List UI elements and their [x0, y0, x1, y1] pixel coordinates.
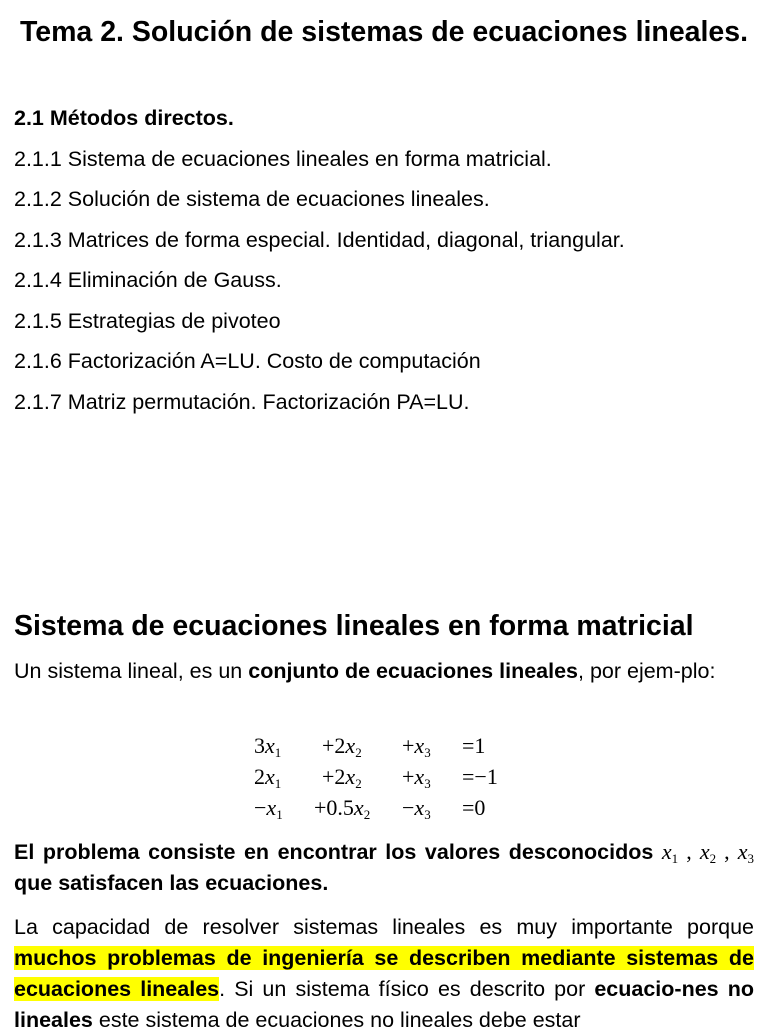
toc-item: 2.1.5 Estrategias de pivoteo	[14, 309, 281, 333]
section-heading: 2.1 Métodos directos.	[14, 106, 234, 130]
toc-item: 2.1.7 Matriz permutación. Factorización PA=LU.	[14, 390, 470, 414]
capacity-text-end: este sistema de ecuaciones no lineales debe estar	[92, 1008, 581, 1032]
toc-item: 2.1.4 Eliminación de Gauss.	[14, 268, 282, 292]
capacity-text-mid: . Si un sistema físico es descrito por	[219, 977, 595, 1001]
capacity-text: La capacidad de resolver sistemas lineales es muy importante porque	[14, 915, 754, 939]
capacity-bold-text: ecuacio-nes no lineales	[14, 977, 754, 1032]
page-title: Tema 2. Solución de sistemas de ecuaciones lineales.	[19, 16, 749, 48]
toc-item: 2.1.1 Sistema de ecuaciones lineales en forma matricial.	[14, 147, 552, 171]
highlighted-text: muchos problemas de ingeniería se describen mediante sistemas de ecuaciones lineales	[14, 946, 754, 1001]
capacity-paragraph	[14, 912, 754, 1036]
section-title: Sistema de ecuaciones lineales en forma matricial	[14, 610, 694, 642]
intro-bold-text: conjunto de ecuaciones lineales	[248, 659, 578, 683]
toc-item: 2.1.3 Matrices de forma especial. Identidad, diagonal, triangular.	[14, 228, 625, 252]
unknowns-math: $x_1$ , $x_2$ , $x_3$	[661, 839, 755, 866]
intro-paragraph	[14, 656, 754, 687]
toc-item: 2.1.6 Factorización A=LU. Costo de computación	[14, 349, 481, 373]
toc-item: 2.1.2 Solución de sistema de ecuaciones lineales.	[14, 187, 490, 211]
problem-text-end: que satisfacen las ecuaciones.	[14, 871, 329, 895]
intro-text: Un sistema lineal, es un	[14, 659, 249, 683]
document-page: Tema 2. Solución de sistemas de ecuaciones lineales. 2.1 Métodos directos. 2.1.1 Sistema de ecuaciones lineales en forma matricial. 2.1.2 Solución de sistema de ecuaciones lineales. 2.1.3 Matrices de forma especial. Identidad, diagonal, triangular. 2.1.4 Eliminación de Gauss. 2.1.5 Estrategias de pivoteo 2.1.6 Factorización A=LU. Costo de computación 2.1.7 Matriz permutación. Factorización PA=LU. Sistema de ecuaciones lineales en forma matricial Un sistema lineal, es un conjunto de ecuaciones lineales, por ejem-plo: $3x_1$ $+2x_2$ $+x_3$ =1 $2x_1$ $+2x_2$ $+x_3$ =−1 $-x_1$ $+0.5x_2$ $-x_3$ =0 El problema consiste en encontrar los valores desconocidos $x_1$ , $x_2$ , $x_3$ que satisfacen las ecuaciones. La capacidad de resolver sistemas lineales es muy importante porque muchos problemas de ingeniería se describen mediante sistemas de ecuaciones lineales. Si un sistema físico es descrito por ecuacio-nes no lineales este sistema de ecuaciones no lineales debe estar	[0, 0, 768, 1024]
problem-statement	[14, 836, 754, 899]
intro-text-end: , por ejem-plo:	[578, 659, 716, 683]
problem-text: El problema consiste en encontrar los valores desconocidos	[14, 840, 654, 864]
